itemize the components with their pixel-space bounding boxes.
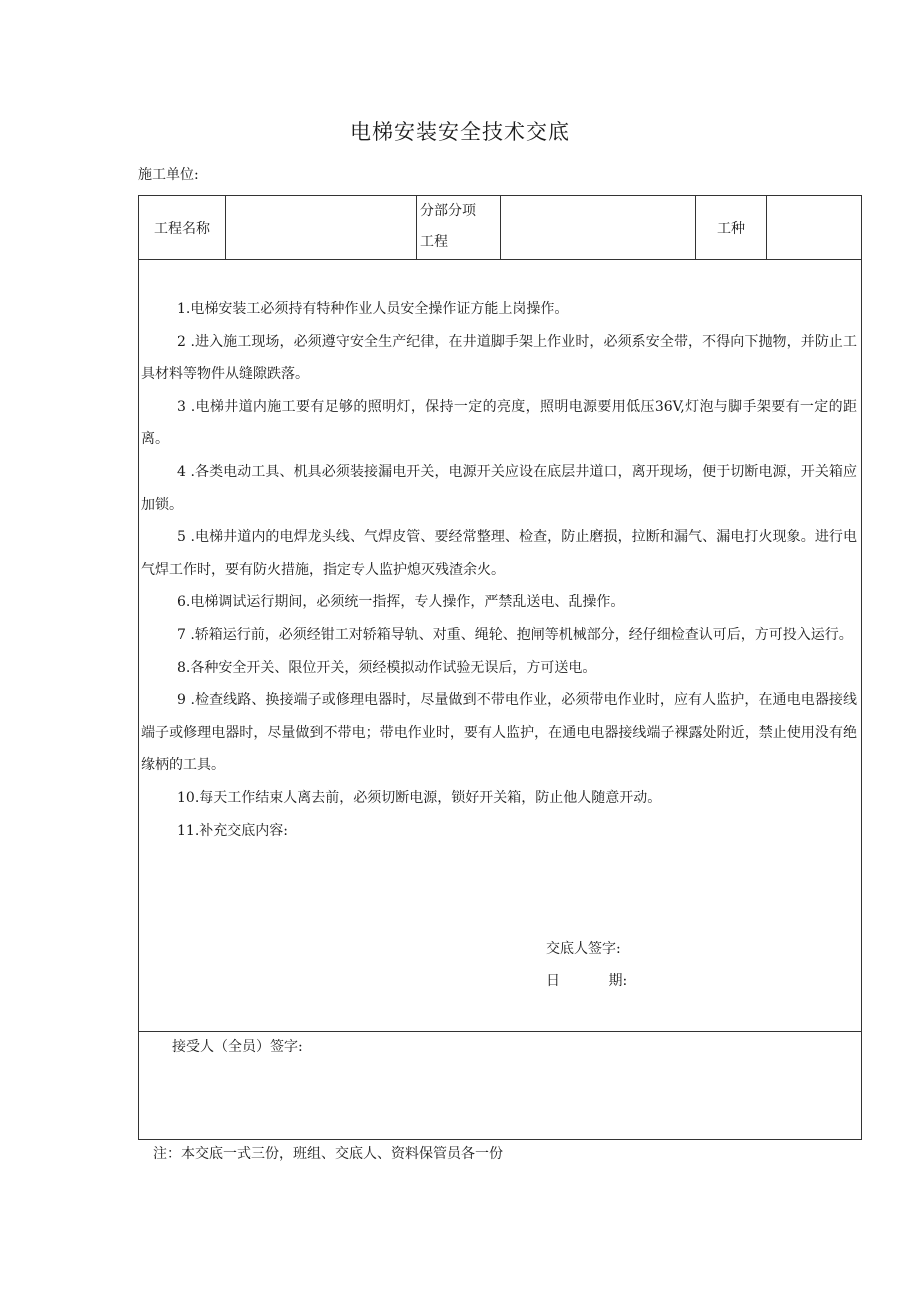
list-item: 9 .检查线路、换接端子或修理电器时，尽量做到不带电作业，必须带电作业时，应有人监护，在通电电器接线端子或修理电器时，尽量做到不带电；带电作业时，要有人监护，在通电电器接线端子裸露处附近，禁止使用没有绝缘柄的工具。 [141,692,857,774]
project-name-field[interactable] [225,196,416,259]
date-label [546,970,627,990]
date-label-char1: 日 [546,973,560,989]
footer-note: 注：本交底一式三份，班组、交底人、资料保管员各一份 [153,1146,503,1162]
work-type-field[interactable] [766,196,861,259]
list-item: 11.补充交底内容: [177,822,288,839]
list-item: 5 .电梯井道内的电焊龙头线、气焊皮管、要经常整理、检查，防止磨损，拉断和漏气、漏电打火现象。进行电气焊工作时，要有防火措施，指定专人监护熄灭残渣余火。 [141,529,857,578]
work-type-label: 工种 [695,196,766,259]
disclosure-form [138,195,862,1140]
list-item: 1.电梯安装工必须持有特种作业人员安全操作证方能上岗操作。 [177,301,569,317]
list-item: 3 .电梯井道内施工要有足够的照明灯，保持一定的亮度，照明电源要用低压36V,灯泡与脚手架要有一定的距离。 [141,398,857,448]
header-row [139,196,861,260]
list-item: 2 .进入施工现场，必须遵守安全生产纪律，在井道脚手架上作业时，必须系安全带，不得向下抛物，并防止工具材料等物件从缝隙跌落。 [141,333,857,383]
document-title: 电梯安装安全技术交底 [350,120,570,144]
disclosure-body [139,260,861,1032]
list-item: 4 .各类电动工具、机具必须装接漏电开关，电源开关应设在底层井道口，离开现场，便于切断电源，开关箱应加锁。 [141,463,857,513]
list-item: 6.电梯调试运行期间，必须统一指挥，专人操作，严禁乱送电、乱操作。 [177,594,625,611]
sub-project-label-line1: 分部分项 [420,203,476,219]
discloser-signature-label: 交底人签字: [546,941,621,957]
sub-project-label-line2: 工程 [420,234,448,250]
project-name-label: 工程名称 [154,220,210,237]
sub-project-field[interactable] [500,196,695,259]
date-label-char2: 期: [608,973,628,989]
list-item: 10.每天工作结束人离去前，必须切断电源，锁好开关箱，防止他人随意开动。 [177,789,662,806]
receiver-signature-area[interactable] [139,1032,861,1139]
list-item: 8.各种安全开关、限位开关，须经模拟动作试验无误后，方可送电。 [177,659,597,676]
items-list [141,293,857,847]
receiver-signature-label: 接受人（全员）签字: [172,1039,303,1055]
sub-project-label [416,196,500,259]
construction-unit-label: 施工单位: [138,167,199,183]
list-item: 7 .轿箱运行前，必须经钳工对轿箱导轨、对重、绳轮、抱闸等机械部分，经仔细检查认可后，方可投入运行。 [177,626,853,643]
